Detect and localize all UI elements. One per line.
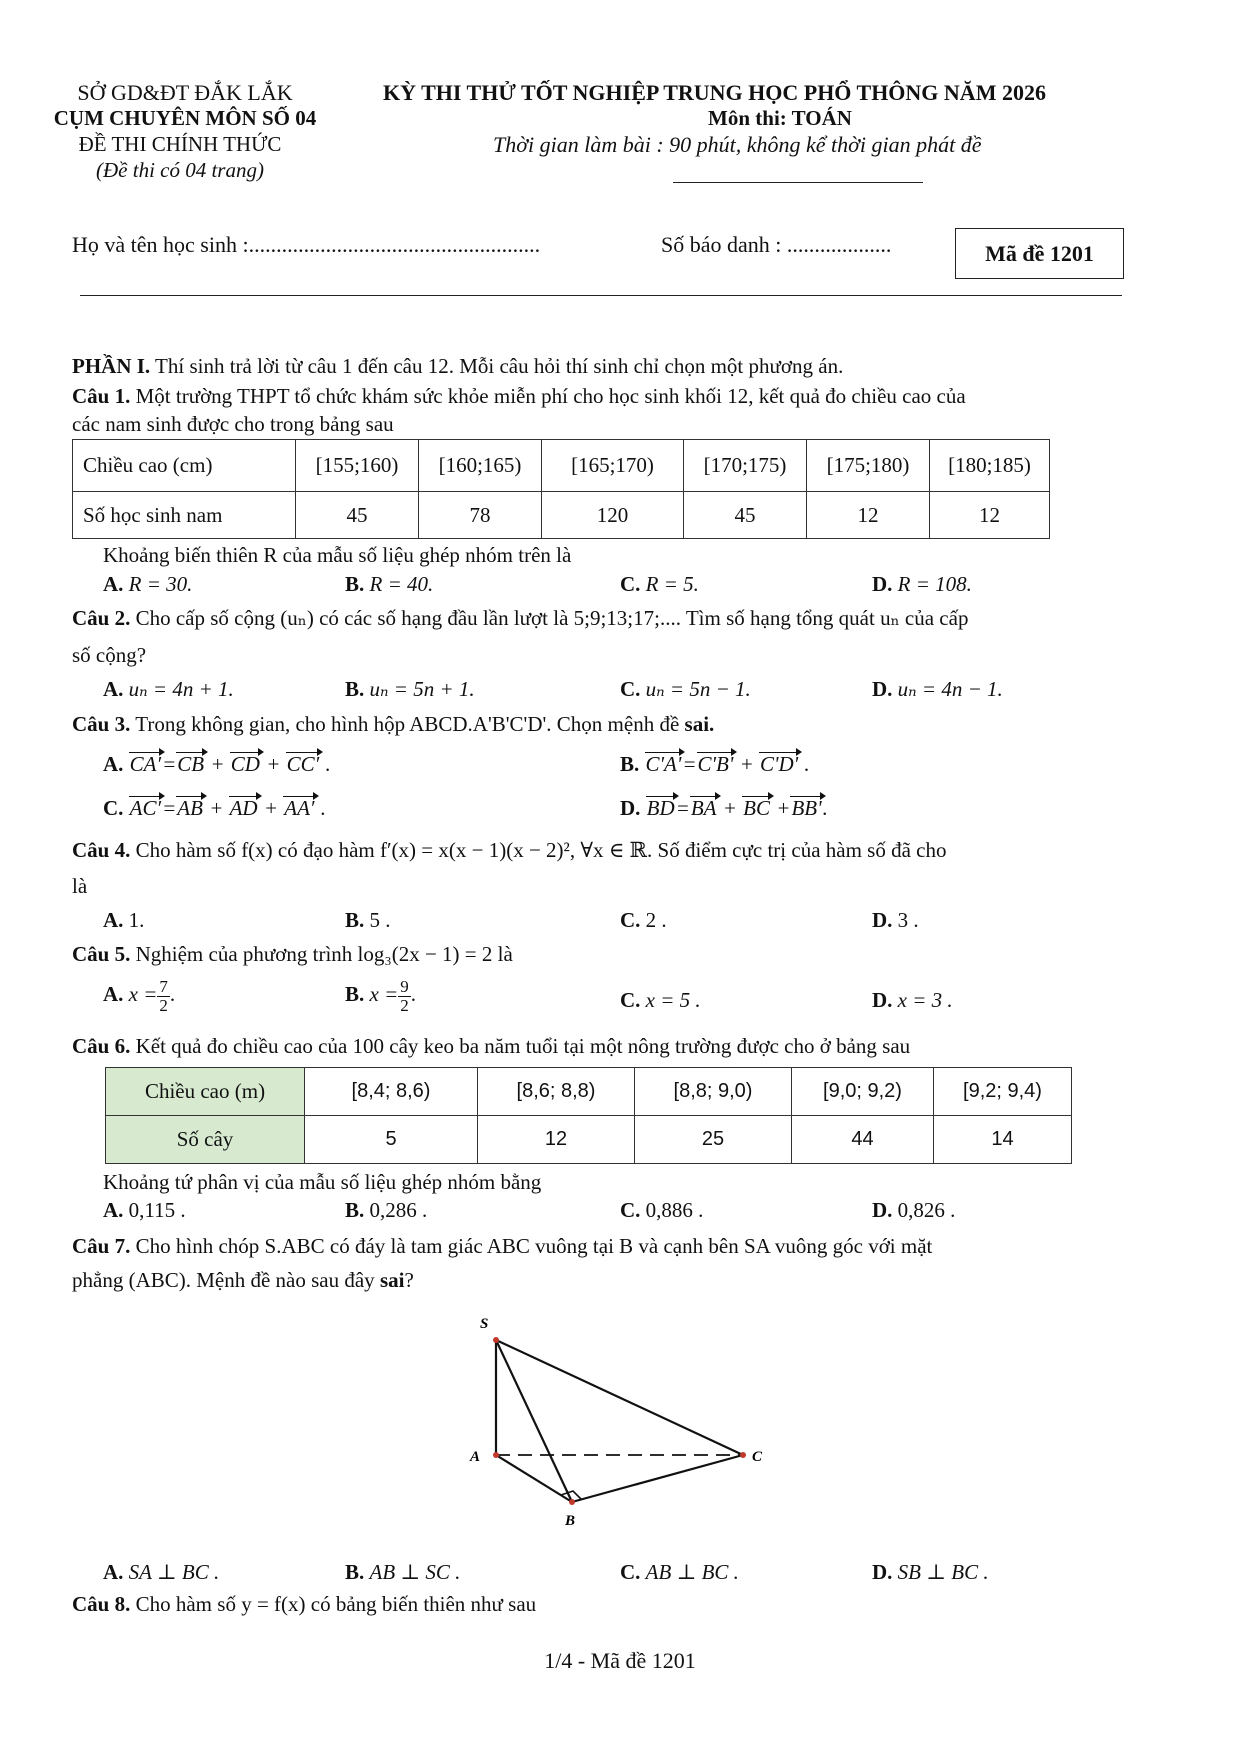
q6-option-b[interactable]: B. 0,286 . [345, 1198, 428, 1222]
q2-text-line1 [72, 606, 968, 631]
q6-text-line1 [72, 1034, 910, 1059]
table-cell: [160;165) [419, 440, 542, 492]
q4-option-b[interactable]: B. 5 . [345, 908, 391, 932]
q1-label: Câu 1. [72, 384, 131, 408]
q1-option-a[interactable]: A. R = 30. [103, 572, 193, 596]
q3-text-bold: sai. [684, 712, 715, 736]
table-cell: 12 [930, 492, 1050, 539]
table-cell: [8,6; 8,8) [478, 1068, 635, 1116]
point-b [569, 1499, 575, 1505]
q7-label: Câu 7. [72, 1234, 131, 1258]
table-cell: 5 [305, 1116, 478, 1164]
table-cell: 12 [478, 1116, 635, 1164]
q7-text-line2: phẳng (ABC). Mệnh đề nào sau đây sai? [72, 1268, 414, 1292]
q3-option-a[interactable]: A. CA′=CB + CD + CC′ . [103, 752, 331, 776]
q1-text-line2: các nam sinh được cho trong bảng sau [72, 412, 394, 436]
q4-option-c[interactable]: C. 2 . [620, 908, 667, 932]
table-cell: 45 [684, 492, 807, 539]
table-cell: [165;170) [542, 440, 684, 492]
q1-option-b[interactable]: B. R = 40. [345, 572, 434, 596]
header-divider [80, 295, 1122, 296]
q5-option-a[interactable]: A. x = $\frac{7}{2}$ . [103, 977, 176, 1015]
q4-option-a[interactable]: A. 1. [103, 908, 145, 932]
q3-label: Câu 3. [72, 712, 131, 736]
q6-question: Khoảng tứ phân vị của mẫu số liệu ghép nhóm bằng [103, 1170, 542, 1194]
table-cell: Chiều cao (cm) [73, 440, 296, 492]
table-cell: 45 [296, 492, 419, 539]
q4-text1: Cho hàm số f(x) có đạo hàm f′(x) = x(x − 1)(x − 2)², ∀x ∈ ℝ. Số điểm cực trị của hàm số đã cho [130, 838, 947, 862]
q7-option-c[interactable]: C. AB ⊥ BC . [620, 1560, 739, 1584]
q1-height-table [72, 439, 1050, 539]
point-a [493, 1452, 499, 1458]
edge-bc [572, 1455, 743, 1502]
q4-label: Câu 4. [72, 838, 131, 862]
table-cell: [8,8; 9,0) [635, 1068, 792, 1116]
table-cell: Chiều cao (m) [106, 1068, 305, 1116]
q8-text-line1 [72, 1592, 536, 1617]
exam-code-box [955, 228, 1124, 279]
q2-option-b[interactable]: B. uₙ = 5n + 1. [345, 677, 475, 701]
q8-text1: Cho hàm số y = f(x) có bảng biến thiên như sau [130, 1592, 537, 1616]
table-cell: [155;160) [296, 440, 419, 492]
q2-text-line2: số cộng? [72, 643, 147, 667]
table-cell: 25 [635, 1116, 792, 1164]
header-underline [673, 182, 923, 183]
q4-text-line1 [72, 838, 946, 863]
label-s: S [480, 1316, 489, 1332]
exam-title: KỲ THI THỬ TỐT NGHIỆP TRUNG HỌC PHỔ THÔNG NĂM 2026 [383, 80, 1046, 105]
table-cell: [170;175) [684, 440, 807, 492]
table-cell: 78 [419, 492, 542, 539]
q5-label: Câu 5. [72, 942, 131, 966]
q1-option-d[interactable]: D. R = 108. [872, 572, 972, 596]
q3-text1: Trong không gian, cho hình hộp ABCD.A'B'C'D'. Chọn mệnh đề [130, 712, 685, 736]
q6-option-a[interactable]: A. 0,115 . [103, 1198, 186, 1222]
q3-option-d[interactable]: D. BD=BA + BC +BB'. [620, 796, 828, 820]
q4-text-line2: là [72, 874, 88, 898]
q5-option-d[interactable]: D. x = 3 . [872, 988, 953, 1012]
table-cell: Số cây [106, 1116, 305, 1164]
q7-text1: Cho hình chóp S.ABC có đáy là tam giác ABC vuông tại B và cạnh bên SA vuông góc với mặt [130, 1234, 933, 1258]
q7-option-b[interactable]: B. AB ⊥ SC . [345, 1560, 461, 1584]
point-c [740, 1452, 746, 1458]
table-cell: 14 [934, 1116, 1072, 1164]
q8-label: Câu 8. [72, 1592, 131, 1616]
q7-option-a[interactable]: A. SA ⊥ BC . [103, 1560, 220, 1584]
part1-title: PHẦN I. [72, 354, 151, 378]
table-cell: [9,0; 9,2) [792, 1068, 934, 1116]
q2-option-a[interactable]: A. uₙ = 4n + 1. [103, 677, 234, 701]
q6-tree-height-table [105, 1067, 1072, 1164]
q4-option-d[interactable]: D. 3 . [872, 908, 919, 932]
table-cell: [175;180) [807, 440, 930, 492]
q2-option-c[interactable]: C. uₙ = 5n − 1. [620, 677, 751, 701]
q3-option-c[interactable]: C. AC′=AB + AD + AA′ . [103, 796, 327, 820]
q5-option-c[interactable]: C. x = 5 . [620, 988, 701, 1012]
table-cell: 120 [542, 492, 684, 539]
q3-text-line1 [72, 712, 714, 737]
q6-label: Câu 6. [72, 1034, 131, 1058]
table-cell: Số học sinh nam [73, 492, 296, 539]
q2-option-d[interactable]: D. uₙ = 4n − 1. [872, 677, 1003, 701]
q2-label: Câu 2. [72, 606, 131, 630]
q5-text1: Nghiệm của phương trình log₃(2x − 1) = 2 là [130, 942, 513, 966]
q1-text1: Một trường THPT tổ chức khám sức khỏe miễn phí cho học sinh khối 12, kết quả đo chiều cao của [130, 384, 966, 408]
cluster-name: CỤM CHUYÊN MÔN SỐ 04 [53, 106, 317, 130]
q6-option-c[interactable]: C. 0,886 . [620, 1198, 704, 1222]
edge-sc [496, 1340, 743, 1455]
q1-option-c[interactable]: C. R = 5. [620, 572, 699, 596]
table-cell: 12 [807, 492, 930, 539]
q3-option-b[interactable]: B. C'A'=C'B' + C'D' . [620, 752, 810, 776]
table-cell: 44 [792, 1116, 934, 1164]
point-s [493, 1337, 499, 1343]
exam-duration: Thời gian làm bài : 90 phút, không kể thời gian phát đề [493, 132, 982, 157]
table-cell: [9,2; 9,4) [934, 1068, 1072, 1116]
q1-text-line1 [72, 384, 966, 409]
label-b: B [565, 1513, 576, 1529]
q6-text1: Kết quả đo chiều cao của 100 cây keo ba năm tuổi tại một nông trường được cho ở bảng sau [130, 1034, 911, 1058]
q5-option-b[interactable]: B. x = $\frac{9}{2}$ . [345, 977, 417, 1015]
page-count-note: (Đề thi có 04 trang) [96, 158, 264, 182]
q5-text-line1 [72, 942, 513, 967]
official-exam-label: ĐỀ THI CHÍNH THỨC [78, 132, 282, 156]
q6-option-d[interactable]: D. 0,826 . [872, 1198, 956, 1222]
label-c: C [752, 1449, 763, 1465]
q2-text1: Cho cấp số cộng (uₙ) có các số hạng đầu lần lượt là 5;9;13;17;.... Tìm số hạng tổng quát uₙ của cấp [130, 606, 969, 630]
page-footer: 1/4 - Mã đề 1201 [544, 1648, 696, 1673]
part1-instruction: Thí sinh trả lời từ câu 1 đến câu 12. Mỗi câu hỏi thí sinh chỉ chọn một phương án. [150, 354, 844, 378]
part1-instruction-line [72, 354, 843, 379]
q7-option-d[interactable]: D. SB ⊥ BC . [872, 1560, 989, 1584]
student-id-field[interactable]: Số báo danh : ................... [661, 232, 892, 257]
q1-question: Khoảng biến thiên R của mẫu số liệu ghép nhóm trên là [103, 543, 572, 567]
student-name-field[interactable]: Họ và tên học sinh :..................................................... [72, 232, 541, 257]
school-department: SỞ GD&ĐT ĐẮK LẮK [77, 80, 293, 105]
subject-title: Môn thi: TOÁN [708, 106, 852, 130]
table-cell: [8,4; 8,6) [305, 1068, 478, 1116]
pyramid-diagram [450, 1310, 780, 1540]
table-cell: [180;185) [930, 440, 1050, 492]
label-a: A [470, 1449, 481, 1465]
exam-code: Mã đề 1201 [985, 241, 1094, 266]
q7-text-line1 [72, 1234, 932, 1259]
